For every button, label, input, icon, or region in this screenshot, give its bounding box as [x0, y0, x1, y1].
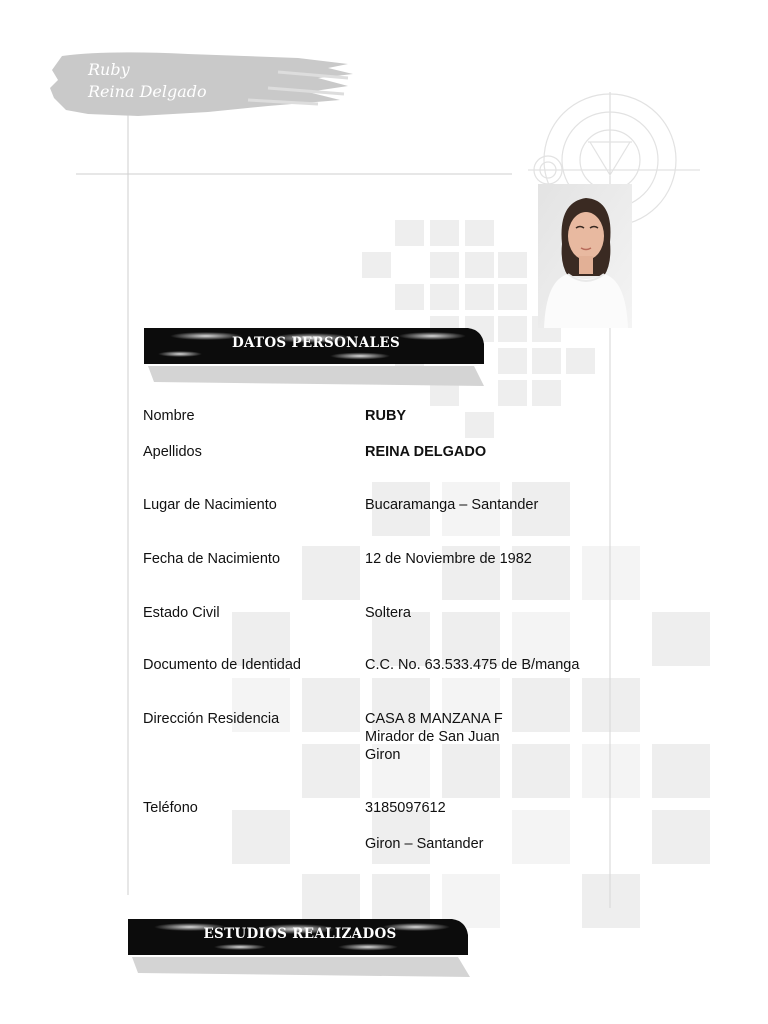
label-nombre: Nombre	[143, 408, 195, 424]
label-apellidos: Apellidos	[143, 444, 202, 460]
profile-photo	[538, 184, 632, 328]
section-header-personal-data	[144, 326, 488, 388]
value-apellidos: REINA DELGADO	[365, 444, 487, 460]
header-last-name: Reina Delgado	[88, 82, 207, 101]
value-direccion-line-2: Mirador de San Juan	[365, 729, 500, 745]
header-first-name: Ruby	[88, 60, 130, 79]
label-telefono: Teléfono	[143, 800, 198, 816]
value-telefono-ciudad: Giron – Santander	[365, 836, 484, 852]
value-nombre: RUBY	[365, 408, 407, 424]
value-documento: C.C. No. 63.533.475 de B/manga	[365, 657, 580, 673]
section-title-personal: DATOS PERSONALES	[231, 335, 400, 351]
value-direccion-line-1: CASA 8 MANZANA F	[365, 711, 503, 727]
section-header-studies	[128, 917, 472, 979]
label-lugar-nacimiento: Lugar de Nacimiento	[143, 497, 277, 513]
value-telefono: 3185097612	[365, 800, 446, 816]
label-documento: Documento de Identidad	[143, 657, 301, 673]
label-direccion: Dirección Residencia	[143, 711, 280, 727]
section-title-studies: ESTUDIOS REALIZADOS	[203, 926, 397, 942]
label-fecha-nacimiento: Fecha de Nacimiento	[143, 551, 281, 567]
value-estado-civil: Soltera	[365, 605, 411, 621]
value-direccion-line-3: Giron	[365, 747, 401, 763]
label-estado-civil: Estado Civil	[143, 605, 220, 621]
value-fecha-nacimiento: 12 de Noviembre de 1982	[365, 551, 532, 567]
value-lugar-nacimiento: Bucaramanga – Santander	[365, 497, 539, 513]
